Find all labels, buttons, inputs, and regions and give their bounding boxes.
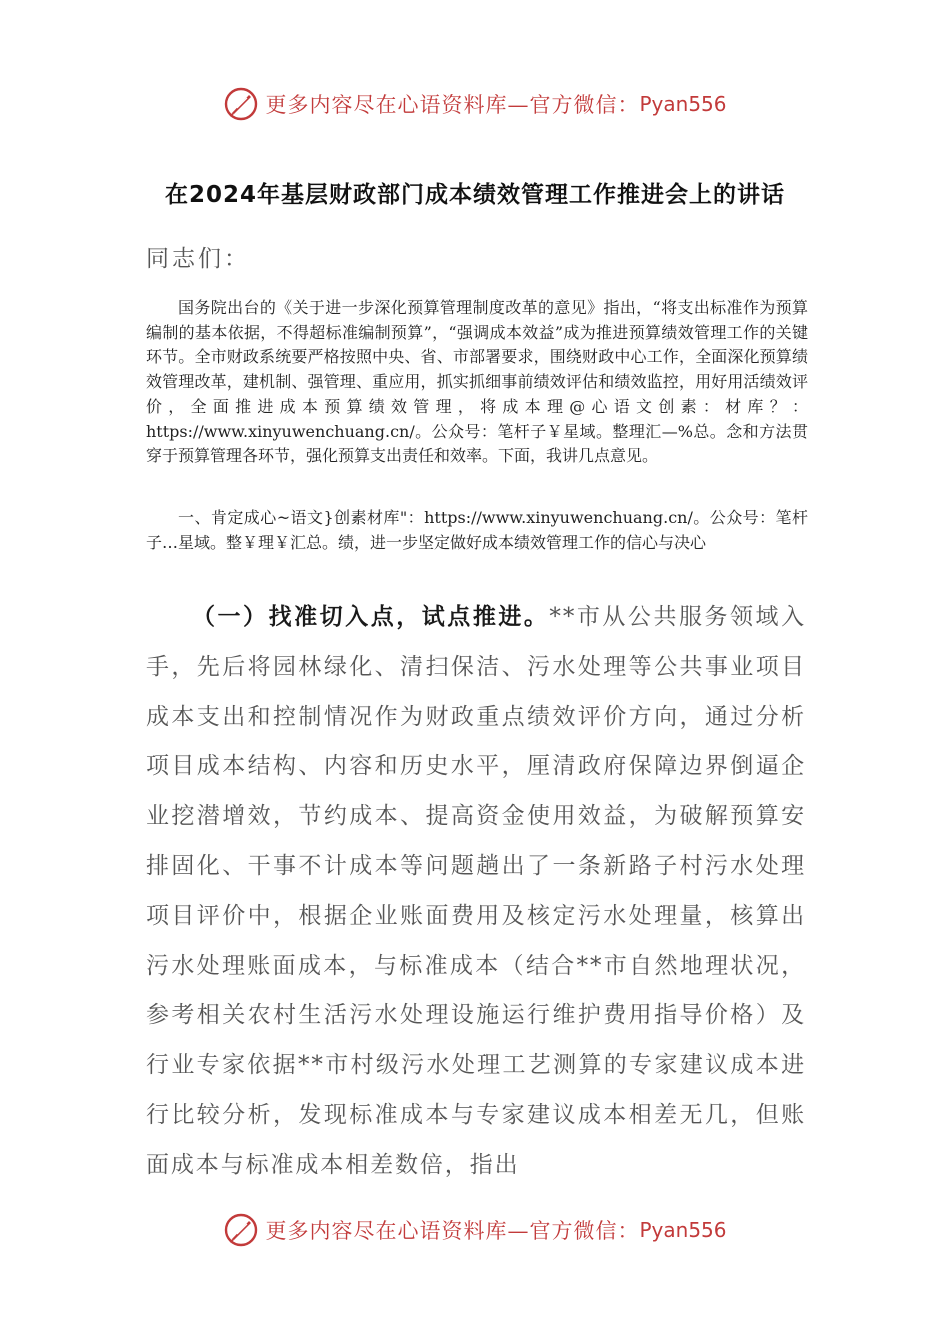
paragraph-main [146, 592, 806, 1191]
paragraph-lead: （一）找准切入点，试点推进。 [192, 603, 550, 630]
quill-pen-logo-icon [223, 86, 259, 122]
paragraph-section-heading: 一、肯定成心~语文}创素材库"：https://www.xinyuwenchuang.cn/。公众号：笔杆子…星域。整￥理￥汇总。绩，进一步坚定做好成本绩效管理工作的信心与决心 [146, 508, 808, 552]
banner-account: Pyan556 [639, 1218, 727, 1242]
banner-text: 更多内容尽在心语资料库—官方微信： [265, 1219, 640, 1243]
footer-banner [0, 1210, 950, 1250]
header-banner [0, 84, 950, 124]
salutation: 同志们： [146, 246, 250, 272]
banner-text: 更多内容尽在心语资料库—官方微信： [265, 93, 640, 117]
quill-pen-logo-icon [223, 1212, 259, 1248]
banner-account: Pyan556 [639, 92, 727, 116]
paragraph-body: **市从公共服务领域入手，先后将园林绿化、清扫保洁、污水处理等公共事业项目成本支出和控制情况作为财政重点绩效评价方向，通过分析项目成本结构、内容和历史水平，厘清政府保障边界倒逼企业挖潜增效，节约成本、提高资金使用效益，为破解预算安排固化、干事不计成本等问题趟出了一条新路子村污水处理项目评价中，根据企业账面费用及核定污水处理量，核算出污水处理账面成本，与标准成本（结合**市自然地理状况，参考相关农村生活污水处理设施运行维护费用指导价格）及行业专家依据**市村级污水处理工艺测算的专家建议成本进行比较分析，发现标准成本与专家建议成本相差无几，但账面成本与标准成本相差数倍，指出 [146, 604, 806, 1178]
page-title: 在2024年基层财政部门成本绩效管理工作推进会上的讲话 [164, 182, 785, 208]
paragraph-intro: 国务院出台的《关于进一步深化预算管理制度改革的意见》指出，“将支出标准作为预算编制的基本依据，不得超标准编制预算”，“强调成本效益”成为推进预算绩效管理工作的关键环节。全市财政系统要严格按照中央、省、市部署要求，围绕财政中心工作，全面深化预算绩效管理改革，建机制、强管理、重应用，抓实抓细事前绩效评估和绩效监控，用好用活绩效评价，全面推进成本预算绩效管理，将成本理@心语文创素：材库？：https://www.xinyuwenchuang.cn/。公众号：笔杆子￥星域。整理汇—%总。念和方法贯穿于预算管理各环节，强化预算支出责任和效率。下面，我讲几点意见。 [146, 298, 808, 466]
